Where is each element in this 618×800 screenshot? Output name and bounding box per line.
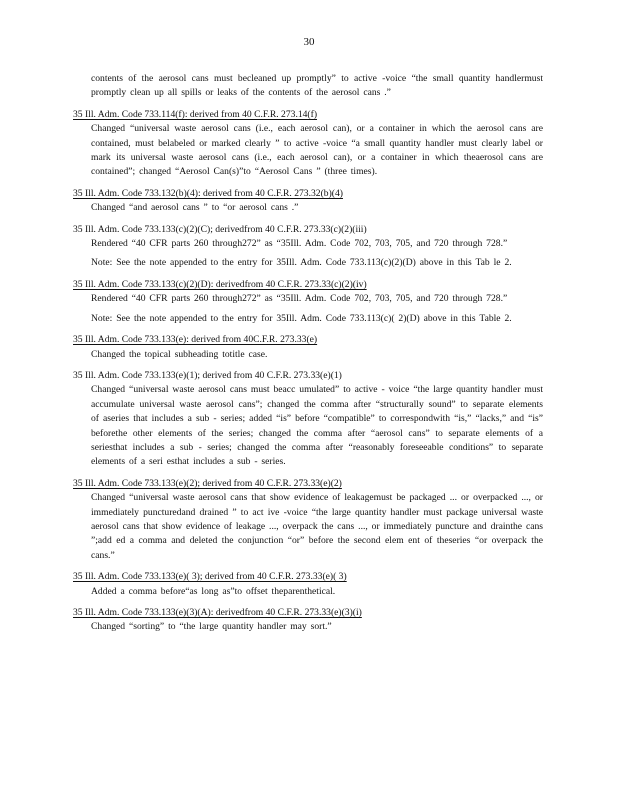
entry-body: Rendered “40 CFR parts 260 through272” as “35Ill. Adm. Code 702, 703, 705, and 720 through 728.” bbox=[91, 293, 508, 305]
entry-body: Changed “sorting” to “the large quantity handler may sort.” bbox=[91, 621, 332, 633]
entry-heading: 35 Ill. Adm. Code 733.133(c)(2)(C); derivedfrom 40 C.F.R. 273.33(c)(2)(iii) bbox=[73, 223, 367, 235]
entry-body: Changed “universal waste aerosol cans that show evidence of leakagemust be packaged ... or overpacked ..., or immediately puncturedand drained ” to act ive -voice “the large quantity handler must package universal waste aerosol cans that show evidence of leakage ..., overpack the cans ..., or immediately puncture and drainthe cans ”;add ed a comma and deleted the conjunction “or” before the second elem ent of theseries “or overpack the cans.” bbox=[91, 492, 543, 561]
code-entry bbox=[73, 369, 543, 470]
entry-heading: 35 Ill. Adm. Code 733.133(e)( 3); derived from 40 C.F.R. 273.33(e)( 3) bbox=[73, 571, 347, 583]
entry-body: Changed “universal waste aerosol cans must beacc umulated” to active - voice “the large quantity handler must accumulate universal waste aerosol cans”; changed the comma after “structurally sound” to separate elements of aseries that includes a sub - series; added “is” before “compatible” to correspondwith “is,” “lacks,” and “is” beforethe other elements of the series; changed the comma after “aerosol cans” to separate elements of a seriesthat includes a sub - series; changed the comma after “reasonably foreseeable conditions” to separate elements of a seri esthat includes a sub - series. bbox=[91, 384, 543, 468]
entry-heading: 35 Ill. Adm. Code 733.133(e): derived from 40C.F.R. 273.33(e) bbox=[73, 334, 318, 346]
code-entry bbox=[73, 570, 543, 599]
entry-heading: 35 Ill. Adm. Code 733.133(e)(2); derived from 40 C.F.R. 273.33(e)(2) bbox=[73, 477, 342, 489]
code-entry bbox=[73, 477, 543, 563]
entry-heading: 35 Ill. Adm. Code 733.132(b)(4): derived from 40 C.F.R. 273.32(b)(4) bbox=[73, 187, 343, 199]
entry-body: Added a comma before“as long as”to offset theparenthetical. bbox=[91, 585, 336, 597]
document-body bbox=[73, 72, 543, 642]
code-entry bbox=[73, 108, 543, 180]
entry-heading: 35 Ill. Adm. Code 733.133(e)(1); derived from 40 C.F.R. 273.33(e)(1) bbox=[73, 369, 342, 381]
code-entry bbox=[73, 333, 543, 362]
code-entry bbox=[73, 606, 543, 635]
entry-note: Note: See the note appended to the entry for 35Ill. Adm. Code 733.113(c)( 2)(D) above in this Table 2. bbox=[91, 312, 512, 324]
entry-body: Changed the topical subheading totitle case. bbox=[91, 348, 268, 360]
code-entry bbox=[73, 187, 543, 216]
entry-heading: 35 Ill. Adm. Code 733.133(c)(2)(D): derivedfrom 40 C.F.R. 273.33(c)(2)(iv) bbox=[73, 278, 367, 290]
continuation-paragraph: contents of the aerosol cans must becleaned up promptly” to active -voice “the small quantity handlermust promptly clean up all spills or leaks of the contents of the aerosol cans .” bbox=[91, 73, 543, 99]
code-entry bbox=[73, 278, 543, 326]
page-number: 30 bbox=[303, 36, 315, 48]
entries-list bbox=[73, 108, 543, 635]
entry-heading: 35 Ill. Adm. Code 733.133(e)(3)(A): derivedfrom 40 C.F.R. 273.33(e)(3)(i) bbox=[73, 607, 362, 618]
entry-heading: 35 Ill. Adm. Code 733.114(f): derived from 40 C.F.R. 273.14(f) bbox=[73, 108, 318, 120]
entry-body: Rendered “40 CFR parts 260 through272” as “35Ill. Adm. Code 702, 703, 705, and 720 through 728.” bbox=[91, 238, 508, 250]
entry-body: Changed “universal waste aerosol cans (i.e., each aerosol can), or a container in which the aerosol cans are contained, must belabeled or marked clearly ” to active -voice “a small quantity handler must clearly label or mark its universal waste aerosol cans (i.e., each aerosol can), or a container in which theaerosol cans are contained”; changed “Aerosol Can(s)”to “Aerosol Cans ” (three times). bbox=[91, 123, 543, 178]
code-entry bbox=[73, 223, 543, 271]
entry-body: Changed “and aerosol cans ” to “or aerosol cans .” bbox=[91, 202, 299, 214]
entry-note: Note: See the note appended to the entry for 35Ill. Adm. Code 733.113(c)(2)(D) above in this Tab le 2. bbox=[91, 257, 512, 269]
